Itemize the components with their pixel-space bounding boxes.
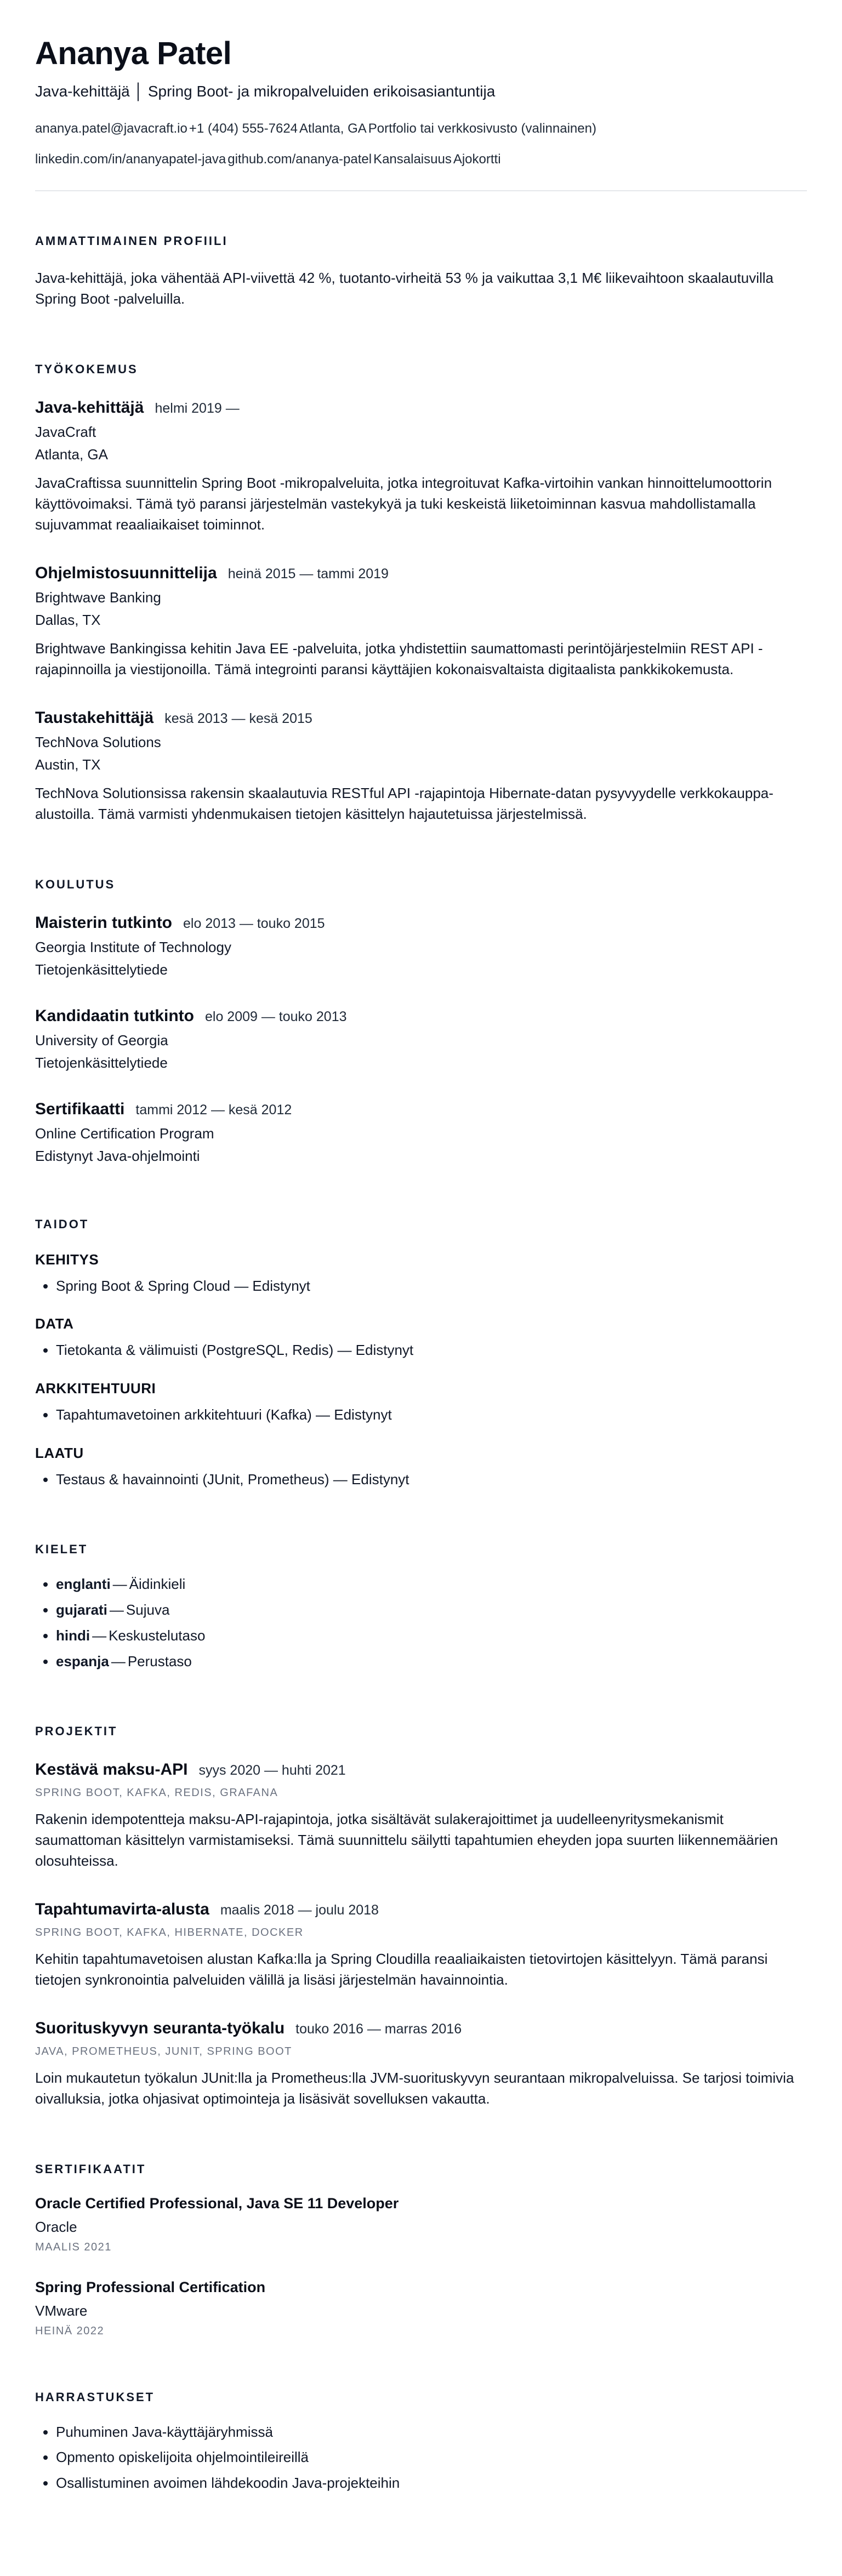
hobbies-list (35, 2422, 807, 2494)
section-title-profile: AMMATTIMAINEN PROFIILI (35, 234, 228, 248)
section-hobbies (35, 2390, 807, 2494)
job-date: helmi 2019 — (155, 400, 240, 416)
skill-group (35, 1251, 807, 1296)
project-title: Tapahtumavirta-alusta (35, 1900, 209, 1918)
school-name: University of Georgia (35, 1031, 168, 1048)
language-level: Äidinkieli (129, 1576, 186, 1593)
skill-group-title: ARKKITEHTUURI (35, 1380, 156, 1397)
degree-title: Maisterin tutkinto (35, 913, 173, 932)
section-experience (35, 362, 807, 825)
skill-item: • Tietokanta & välimuisti (PostgreSQL, Redis) — Edistynyt (56, 1340, 807, 1360)
project-title-line (35, 1760, 807, 1779)
projects-list (35, 1760, 807, 2110)
contact-item: linkedin.com/in/ananyapatel-java (35, 152, 226, 167)
section-education (35, 877, 807, 1165)
language-separator: — (111, 1652, 126, 1669)
contact-item: Ajokortti (453, 152, 501, 167)
profile-text: Java-kehittäjä, joka vähentää API-viivettä 42 %, tuotanto-virheitä 53 % ja vaikuttaa 3,1 M€ liikevaihtoon skaalautuvilla Spring Boot -palveluilla. (35, 270, 773, 307)
job-description: JavaCraftissa suunnittelin Spring Boot -mikropalveluita, jotka integroituvat Kafka-virtoihin vankan hinnoittelumoottorin käyttövoimaksi. Tämä työ paransi järjestelmän vastekykyä ja tuki keskeistä liiketoiminnan kasvua mahdollistamalla sujuvammat reaaliaikaiset toiminnot. (35, 474, 772, 533)
hobby-item: • Osallistuminen avoimen lähdekoodin Java-projekteihin (56, 2473, 807, 2493)
education-entry (35, 1100, 807, 1165)
certification-entry (35, 2279, 807, 2338)
contact-item: Kansalaisuus (373, 152, 452, 167)
language-level: Perustaso (127, 1652, 192, 1669)
skill-group-title: KEHITYS (35, 1251, 99, 1268)
language-separator: — (92, 1627, 107, 1644)
degree-title: Kandidaatin tutkinto (35, 1006, 194, 1025)
job-company: JavaCraft (35, 423, 96, 440)
jobs-list (35, 398, 807, 825)
skill-group (35, 1380, 807, 1425)
school-name: Online Certification Program (35, 1125, 214, 1142)
education-title-line (35, 1007, 807, 1025)
project-date: syys 2020 — huhti 2021 (198, 1762, 346, 1778)
education-list (35, 914, 807, 1165)
project-tech-stack: SPRING BOOT, KAFKA, REDIS, GRAFANA (35, 1786, 278, 1799)
project-description: Kehitin tapahtumavetoisen alustan Kafka:lla ja Spring Cloudilla reaaliaikaisten tietovirtojen käsittelyyn. Tämä paransi tietojen synkronointia palveluiden välillä ja lisäsi järjestelmän havainnointia. (35, 1950, 768, 1988)
job-title-line (35, 564, 807, 583)
section-skills (35, 1217, 807, 1490)
skill-group-title: DATA (35, 1315, 74, 1332)
project-tech-stack: SPRING BOOT, KAFKA, HIBERNATE, DOCKER (35, 1926, 304, 1939)
language-item (56, 1574, 807, 1594)
language-level: Sujuva (126, 1602, 170, 1618)
project-title: Kestävä maksu-API (35, 1760, 188, 1779)
project-description: Rakenin idempotentteja maksu-API-rajapintoja, jotka sisältävät sulakerajoittimet ja uudelleenyritysmekanismit saumattoman käsittelyn varmistamiseksi. Tämä suunnittelu säilytti tapahtumien eheyden jopa suurten liikennemäärien olosuhteissa. (35, 1810, 778, 1869)
language-separator: — (109, 1602, 124, 1618)
job-location: Dallas, TX (35, 611, 101, 628)
certification-issuer: VMware (35, 2302, 88, 2319)
job-title: Taustakehittäjä (35, 708, 154, 727)
education-entry (35, 914, 807, 978)
contact-item: ananya.patel@javacraft.io (35, 121, 187, 136)
job-entry (35, 709, 807, 825)
job-description: TechNova Solutionsissa rakensin skaalautuvia RESTful API -rajapintoja Hibernate-datan pysyvyydelle verkkokauppa-alustoilla. Tämä varmisti yhdenmukaisen tietojen käsittelyn hajautetuissa järjestelmissä. (35, 784, 773, 822)
contact-item: github.com/ananya-patel (227, 152, 372, 167)
certification-title: Spring Professional Certification (35, 2278, 266, 2295)
language-separator: — (112, 1576, 127, 1593)
resume-header (35, 35, 807, 191)
section-title-languages: KIELET (35, 1542, 88, 1557)
section-profile (35, 234, 807, 310)
language-name: englanti (56, 1576, 111, 1593)
job-location: Atlanta, GA (35, 446, 108, 463)
hobby-item: • Puhuminen Java-käyttäjäryhmissä (56, 2422, 807, 2442)
skill-group (35, 1445, 807, 1490)
education-title-line (35, 1100, 807, 1119)
contact-item: Atlanta, GA (299, 121, 367, 136)
language-item (56, 1651, 807, 1672)
language-name: hindi (56, 1627, 90, 1644)
section-certifications (35, 2162, 807, 2338)
section-title-skills: TAIDOT (35, 1217, 89, 1231)
job-entry (35, 398, 807, 535)
skill-group-items (35, 1405, 807, 1425)
header-divider (35, 190, 807, 191)
skill-item: • Spring Boot & Spring Cloud — Edistynyt (56, 1276, 807, 1296)
degree-date: tammi 2012 — kesä 2012 (135, 1102, 292, 1118)
certification-date: HEINÄ 2022 (35, 2324, 105, 2337)
skills-list (35, 1251, 807, 1490)
section-title-projects: PROJEKTIT (35, 1724, 118, 1738)
contact-line-2 (35, 152, 807, 167)
project-description: Loin mukautetun työkalun JUnit:lla ja Prometheus:lla JVM-suorituskyvyn seurantaan mikropalveluissa. Se tarjosi toimivia oivalluksia, jotka ohjasivat optimointeja ja lisäsivät sovelluksen vakautta. (35, 2069, 794, 2107)
section-projects (35, 1724, 807, 2110)
project-tech-stack: JAVA, PROMETHEUS, JUNIT, SPRING BOOT (35, 2045, 292, 2058)
job-company: TechNova Solutions (35, 733, 161, 750)
project-entry (35, 1900, 807, 1991)
section-title-certifications: SERTIFIKAATIT (35, 2162, 146, 2176)
job-title-line (35, 709, 807, 727)
field-of-study: Tietojenkäsittelytiede (35, 961, 168, 978)
education-title-line (35, 914, 807, 932)
resume-subtitle: Java-kehittäjä │ Spring Boot- ja mikropalveluiden erikoisasiantuntija (35, 83, 496, 100)
certification-title: Oracle Certified Professional, Java SE 11 Developer (35, 2195, 399, 2212)
job-title-line (35, 398, 807, 417)
certification-issuer: Oracle (35, 2218, 77, 2235)
job-company: Brightwave Banking (35, 589, 161, 606)
project-date: touko 2016 — marras 2016 (295, 2021, 462, 2037)
section-title-experience: TYÖKOKEMUS (35, 362, 138, 376)
job-title: Java-kehittäjä (35, 398, 144, 417)
field-of-study: Tietojenkäsittelytiede (35, 1054, 168, 1071)
certifications-list (35, 2195, 807, 2338)
project-entry (35, 1760, 807, 1872)
language-name: espanja (56, 1652, 109, 1669)
job-date: heinä 2015 — tammi 2019 (227, 566, 389, 582)
language-item (56, 1626, 807, 1646)
project-date: maalis 2018 — joulu 2018 (220, 1902, 379, 1918)
degree-title: Sertifikaatti (35, 1099, 125, 1118)
skill-group (35, 1315, 807, 1360)
skill-group-items (35, 1340, 807, 1360)
language-name: gujarati (56, 1602, 107, 1618)
resume-name: Ananya Patel (35, 36, 232, 71)
contact-item: Portfolio tai verkkosivusto (valinnainen) (368, 121, 596, 136)
section-languages (35, 1542, 807, 1672)
section-title-hobbies: HARRASTUKSET (35, 2390, 155, 2404)
school-name: Georgia Institute of Technology (35, 938, 231, 955)
contact-line-1 (35, 121, 807, 136)
language-item (56, 1600, 807, 1620)
job-title: Ohjelmistosuunnittelija (35, 563, 217, 582)
project-entry (35, 2019, 807, 2110)
skill-group-items (35, 1276, 807, 1296)
certification-date: MAALIS 2021 (35, 2241, 112, 2253)
job-entry (35, 564, 807, 680)
skill-group-title: LAATU (35, 1445, 84, 1462)
job-date: kesä 2013 — kesä 2015 (164, 710, 312, 726)
project-title-line (35, 1900, 807, 1919)
skill-item: • Testaus & havainnointi (JUnit, Prometheus) — Edistynyt (56, 1469, 807, 1490)
education-entry (35, 1007, 807, 1072)
project-title-line (35, 2019, 807, 2038)
job-location: Austin, TX (35, 756, 101, 773)
degree-date: elo 2009 — touko 2013 (204, 1008, 347, 1024)
contact-item: +1 (404) 555-7624 (189, 121, 298, 136)
job-description: Brightwave Bankingissa kehitin Java EE -palveluita, jotka yhdistettiin saumattomasti perintöjärjestelmiin REST API -rajapinnoilla ja viestijonoilla. Tämä integrointi paransi käyttäjien kokonaisvaltaista digitaalista pankkikokemusta. (35, 640, 763, 677)
languages-list (35, 1574, 807, 1672)
skill-group-items (35, 1469, 807, 1490)
degree-date: elo 2013 — touko 2015 (183, 915, 325, 931)
field-of-study: Edistynyt Java-ohjelmointi (35, 1147, 200, 1164)
skill-item: • Tapahtumavetoinen arkkitehtuuri (Kafka) — Edistynyt (56, 1405, 807, 1425)
project-title: Suorituskyvyn seuranta-työkalu (35, 2019, 285, 2037)
language-level: Keskustelutaso (109, 1627, 206, 1644)
hobby-item: • Opmento opiskelijoita ohjelmointileireillä (56, 2447, 807, 2467)
certification-entry (35, 2195, 807, 2254)
section-title-education: KOULUTUS (35, 877, 116, 891)
